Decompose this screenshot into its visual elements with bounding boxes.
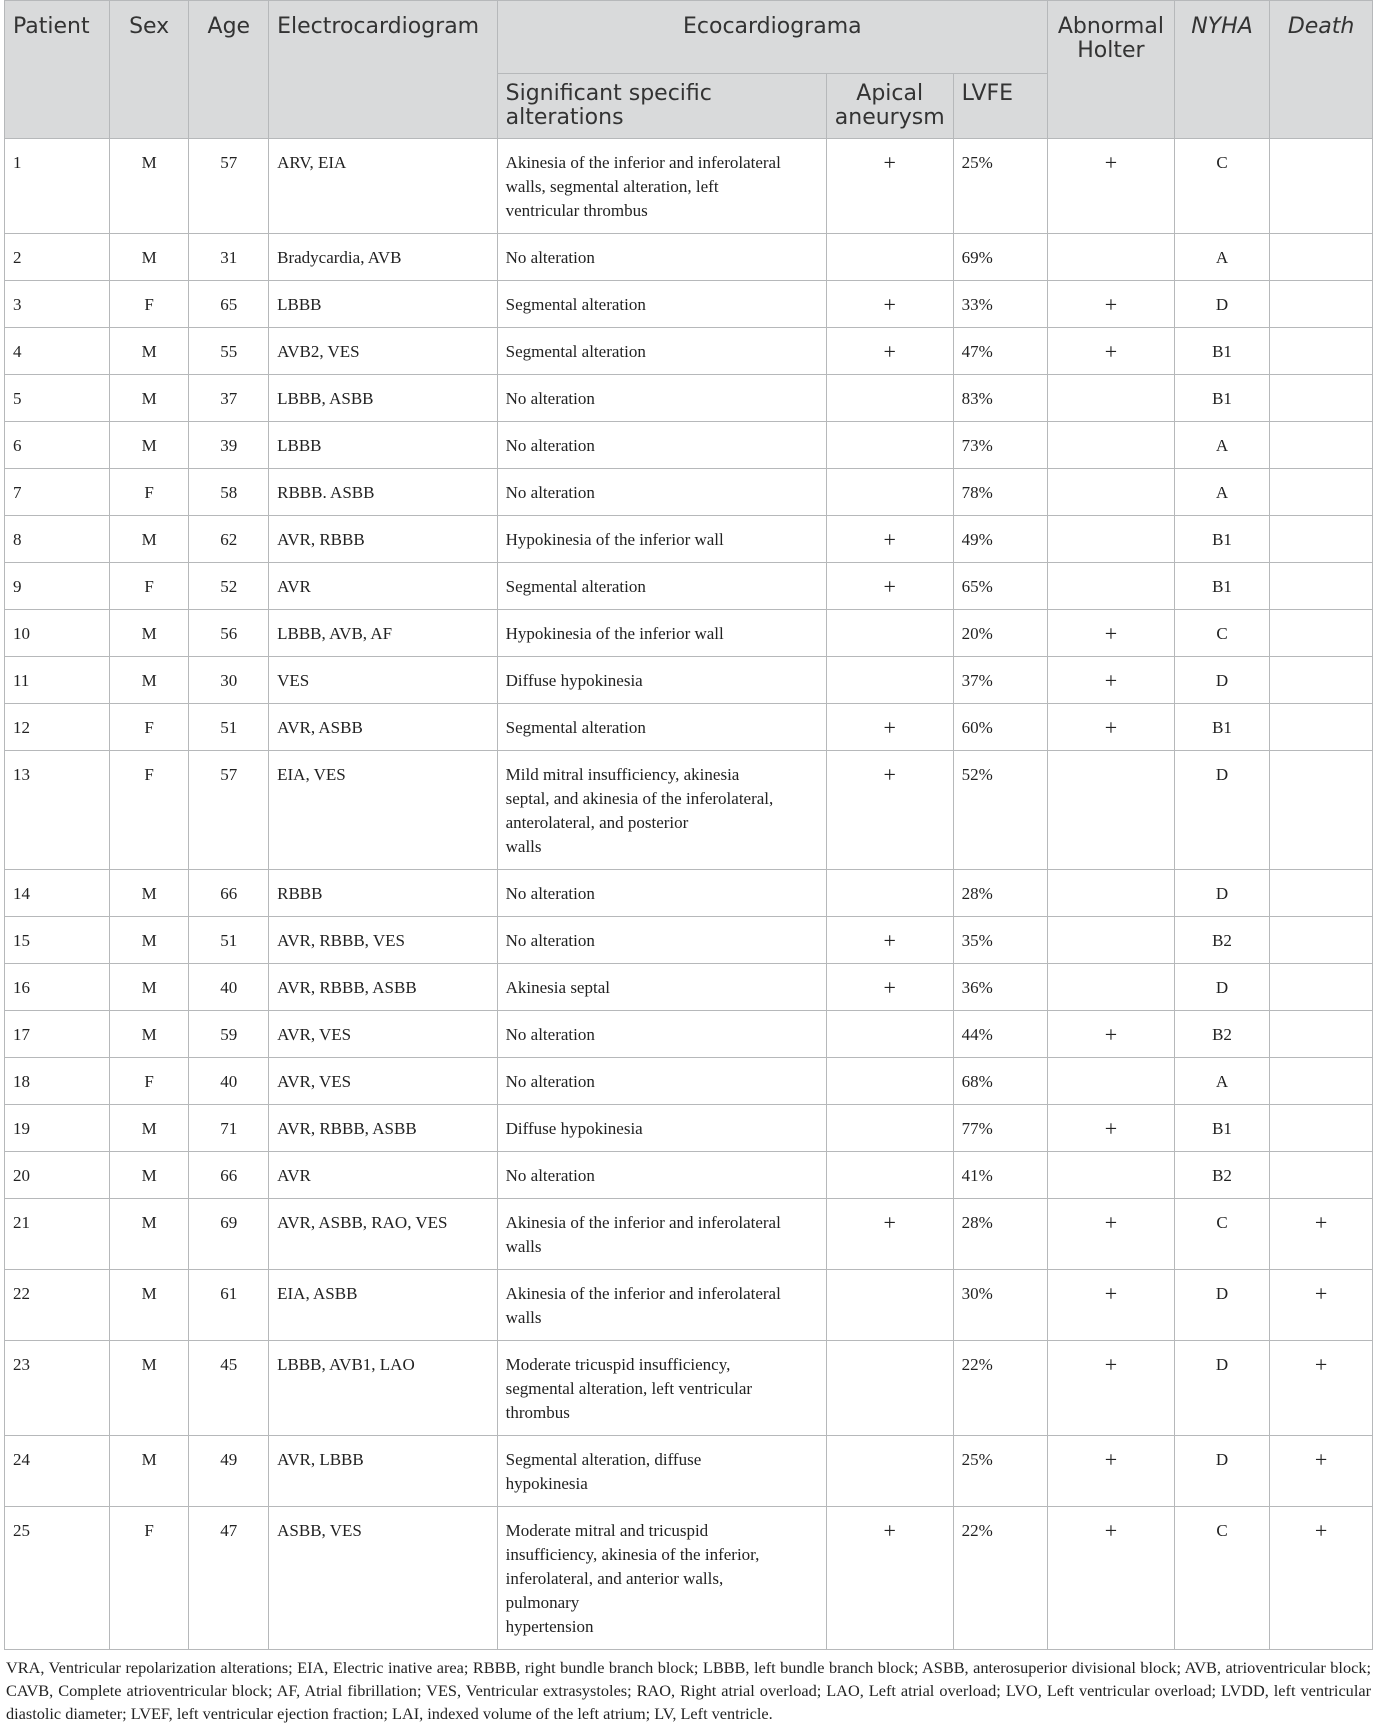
cell-sex: M — [109, 328, 189, 375]
cell-alterations: Akinesia of the inferior and inferolateral walls — [497, 1199, 826, 1270]
cell-abnormal-holter — [1047, 917, 1174, 964]
cell-electrocardiogram: AVB2, VES — [269, 328, 498, 375]
cell-nyha: A — [1174, 469, 1269, 516]
cell-electrocardiogram: Bradycardia, AVB — [269, 234, 498, 281]
cell-sex: M — [109, 375, 189, 422]
cell-patient: 22 — [5, 1270, 110, 1341]
cell-apical-aneurysm — [826, 375, 953, 422]
cell-lvfe: 73% — [953, 422, 1047, 469]
cell-alterations: No alteration — [497, 870, 826, 917]
table-row — [5, 1507, 1373, 1650]
table-row — [5, 281, 1373, 328]
cell-alterations: Hypokinesia of the inferior wall — [497, 516, 826, 563]
cell-sex: M — [109, 1199, 189, 1270]
cell-sex: M — [109, 870, 189, 917]
table-row — [5, 610, 1373, 657]
cell-electrocardiogram: VES — [269, 657, 498, 704]
cell-alterations: Moderate mitral and tricuspid insufficiency, akinesia of the inferior, inferolateral, and anterior walls, pulmonary hypertension — [497, 1507, 826, 1650]
cell-apical-aneurysm — [826, 610, 953, 657]
table-row — [5, 1105, 1373, 1152]
cell-age: 61 — [189, 1270, 269, 1341]
cell-electrocardiogram: EIA, ASBB — [269, 1270, 498, 1341]
cell-electrocardiogram: AVR, RBBB — [269, 516, 498, 563]
table-row — [5, 657, 1373, 704]
cell-alterations: Akinesia of the inferior and inferolateral walls — [497, 1270, 826, 1341]
table-footnote: VRA, Ventricular repolarization alterations; EIA, Electric inative area; RBBB, right bundle branch block; LBBB, left bundle branch block; ASBB, anterosuperior divisional block; AVB, atrioventricular block; CAVB, Complete atrioventricular block; AF, Atrial fibrillation; VES, Ventricular extrasystoles; RAO, Right atrial overload; LAO, Left atrial overload; LVO, Left ventricular overload; LVDD, left ventricular diastolic diameter; LVEF, left ventricular ejection fraction; LAI, indexed volume of the left atrium; LV, Left ventricle. — [6, 1658, 1371, 1723]
cell-death — [1270, 234, 1373, 281]
cell-nyha: C — [1174, 1507, 1269, 1650]
table-row — [5, 1436, 1373, 1507]
cell-electrocardiogram: AVR, RBBB, ASBB — [269, 964, 498, 1011]
cell-apical-aneurysm — [826, 1270, 953, 1341]
header-sex: Sex — [109, 1, 189, 139]
cell-patient: 25 — [5, 1507, 110, 1650]
cell-electrocardiogram: LBBB, AVB1, LAO — [269, 1341, 498, 1436]
cell-death — [1270, 139, 1373, 234]
cell-sex: F — [109, 469, 189, 516]
cell-lvfe: 28% — [953, 1199, 1047, 1270]
cell-electrocardiogram: AVR — [269, 563, 498, 610]
cell-electrocardiogram: RBBB — [269, 870, 498, 917]
cell-age: 57 — [189, 751, 269, 870]
cell-death — [1270, 1058, 1373, 1105]
cell-abnormal-holter: + — [1047, 1436, 1174, 1507]
cell-death — [1270, 328, 1373, 375]
cell-apical-aneurysm: + — [826, 563, 953, 610]
cell-patient: 3 — [5, 281, 110, 328]
header-apical-aneurysm: Apical aneurysm — [826, 74, 953, 139]
cell-sex: M — [109, 1011, 189, 1058]
header-nyha: NYHA — [1174, 1, 1269, 139]
table-row — [5, 1011, 1373, 1058]
cell-lvfe: 44% — [953, 1011, 1047, 1058]
cell-apical-aneurysm: + — [826, 1507, 953, 1650]
cell-death — [1270, 751, 1373, 870]
cell-nyha: B1 — [1174, 1105, 1269, 1152]
cell-patient: 20 — [5, 1152, 110, 1199]
cell-abnormal-holter: + — [1047, 1270, 1174, 1341]
cell-alterations: No alteration — [497, 1152, 826, 1199]
cell-lvfe: 83% — [953, 375, 1047, 422]
cell-sex: M — [109, 964, 189, 1011]
cell-sex: M — [109, 917, 189, 964]
cell-sex: F — [109, 704, 189, 751]
cell-abnormal-holter: + — [1047, 704, 1174, 751]
table-row — [5, 1270, 1373, 1341]
cell-electrocardiogram: LBBB — [269, 281, 498, 328]
cell-patient: 24 — [5, 1436, 110, 1507]
cell-abnormal-holter — [1047, 469, 1174, 516]
cell-lvfe: 68% — [953, 1058, 1047, 1105]
cell-abnormal-holter: + — [1047, 657, 1174, 704]
cell-alterations: Mild mitral insufficiency, akinesia septal, and akinesia of the inferolateral, anterolateral, and posterior walls — [497, 751, 826, 870]
cell-sex: M — [109, 1436, 189, 1507]
cell-patient: 6 — [5, 422, 110, 469]
cell-electrocardiogram: AVR, ASBB, RAO, VES — [269, 1199, 498, 1270]
cell-lvfe: 28% — [953, 870, 1047, 917]
cell-apical-aneurysm — [826, 1105, 953, 1152]
cell-apical-aneurysm: + — [826, 139, 953, 234]
cell-alterations: No alteration — [497, 917, 826, 964]
cell-electrocardiogram: AVR — [269, 1152, 498, 1199]
cell-lvfe: 35% — [953, 917, 1047, 964]
cell-patient: 14 — [5, 870, 110, 917]
cell-apical-aneurysm — [826, 422, 953, 469]
cell-electrocardiogram: AVR, RBBB, VES — [269, 917, 498, 964]
cell-alterations: Segmental alteration — [497, 704, 826, 751]
cell-age: 45 — [189, 1341, 269, 1436]
cell-alterations: Akinesia septal — [497, 964, 826, 1011]
cell-death — [1270, 422, 1373, 469]
header-abnormal-holter: Abnormal Holter — [1047, 1, 1174, 139]
table-row — [5, 422, 1373, 469]
cell-abnormal-holter: + — [1047, 610, 1174, 657]
cell-alterations: Akinesia of the inferior and inferolateral walls, segmental alteration, left ventricular thrombus — [497, 139, 826, 234]
cell-lvfe: 33% — [953, 281, 1047, 328]
cell-patient: 15 — [5, 917, 110, 964]
cell-nyha: B1 — [1174, 704, 1269, 751]
cell-age: 39 — [189, 422, 269, 469]
cell-apical-aneurysm — [826, 1341, 953, 1436]
cell-death — [1270, 469, 1373, 516]
cell-sex: M — [109, 1105, 189, 1152]
cell-apical-aneurysm — [826, 657, 953, 704]
cell-nyha: B2 — [1174, 1152, 1269, 1199]
cell-death — [1270, 657, 1373, 704]
cell-abnormal-holter — [1047, 870, 1174, 917]
cell-abnormal-holter — [1047, 375, 1174, 422]
cell-lvfe: 36% — [953, 964, 1047, 1011]
cell-age: 37 — [189, 375, 269, 422]
cell-age: 57 — [189, 139, 269, 234]
cell-death — [1270, 375, 1373, 422]
cell-electrocardiogram: AVR, VES — [269, 1011, 498, 1058]
cell-patient: 17 — [5, 1011, 110, 1058]
cell-sex: M — [109, 422, 189, 469]
cell-lvfe: 52% — [953, 751, 1047, 870]
cell-patient: 2 — [5, 234, 110, 281]
cell-lvfe: 25% — [953, 139, 1047, 234]
cell-apical-aneurysm — [826, 469, 953, 516]
table-row — [5, 964, 1373, 1011]
cell-age: 62 — [189, 516, 269, 563]
header-significant-alterations: Significant specific alterations — [497, 74, 826, 139]
cell-patient: 23 — [5, 1341, 110, 1436]
cell-patient: 8 — [5, 516, 110, 563]
cell-lvfe: 49% — [953, 516, 1047, 563]
cell-age: 40 — [189, 964, 269, 1011]
cell-sex: F — [109, 563, 189, 610]
cell-death — [1270, 1152, 1373, 1199]
cell-abnormal-holter — [1047, 516, 1174, 563]
cell-age: 49 — [189, 1436, 269, 1507]
cell-death: + — [1270, 1507, 1373, 1650]
cell-abnormal-holter: + — [1047, 1507, 1174, 1650]
cell-death — [1270, 964, 1373, 1011]
cell-age: 65 — [189, 281, 269, 328]
cell-age: 47 — [189, 1507, 269, 1650]
cell-electrocardiogram: LBBB, AVB, AF — [269, 610, 498, 657]
cell-sex: F — [109, 281, 189, 328]
cell-alterations: No alteration — [497, 375, 826, 422]
cell-nyha: C — [1174, 1199, 1269, 1270]
table-row — [5, 139, 1373, 234]
cell-sex: M — [109, 610, 189, 657]
cell-death — [1270, 516, 1373, 563]
cell-alterations: Segmental alteration — [497, 328, 826, 375]
cell-sex: M — [109, 657, 189, 704]
cell-electrocardiogram: ASBB, VES — [269, 1507, 498, 1650]
cell-lvfe: 25% — [953, 1436, 1047, 1507]
header-death: Death — [1270, 1, 1373, 139]
table-row — [5, 917, 1373, 964]
cell-nyha: A — [1174, 234, 1269, 281]
cell-lvfe: 30% — [953, 1270, 1047, 1341]
cell-nyha: D — [1174, 964, 1269, 1011]
cell-abnormal-holter — [1047, 563, 1174, 610]
cell-patient: 12 — [5, 704, 110, 751]
cell-apical-aneurysm — [826, 1152, 953, 1199]
cell-patient: 5 — [5, 375, 110, 422]
table-row — [5, 375, 1373, 422]
cell-death — [1270, 610, 1373, 657]
cell-patient: 19 — [5, 1105, 110, 1152]
cell-abnormal-holter — [1047, 234, 1174, 281]
table-row — [5, 234, 1373, 281]
cell-nyha: A — [1174, 422, 1269, 469]
cell-nyha: D — [1174, 751, 1269, 870]
cell-patient: 18 — [5, 1058, 110, 1105]
cell-nyha: D — [1174, 1436, 1269, 1507]
cell-alterations: Segmental alteration, diffuse hypokinesia — [497, 1436, 826, 1507]
cell-nyha: B1 — [1174, 563, 1269, 610]
cell-lvfe: 78% — [953, 469, 1047, 516]
cell-lvfe: 69% — [953, 234, 1047, 281]
cell-sex: M — [109, 1152, 189, 1199]
cell-electrocardiogram: AVR, LBBB — [269, 1436, 498, 1507]
cell-patient: 11 — [5, 657, 110, 704]
cell-patient: 7 — [5, 469, 110, 516]
cell-abnormal-holter: + — [1047, 1341, 1174, 1436]
cell-death — [1270, 563, 1373, 610]
cell-age: 52 — [189, 563, 269, 610]
cell-nyha: C — [1174, 610, 1269, 657]
table-row — [5, 1058, 1373, 1105]
cell-electrocardiogram: LBBB, ASBB — [269, 375, 498, 422]
cell-nyha: B1 — [1174, 328, 1269, 375]
cell-lvfe: 41% — [953, 1152, 1047, 1199]
table-row — [5, 704, 1373, 751]
cell-nyha: D — [1174, 1270, 1269, 1341]
cell-death — [1270, 870, 1373, 917]
cell-abnormal-holter: + — [1047, 1199, 1174, 1270]
cell-patient: 10 — [5, 610, 110, 657]
cell-apical-aneurysm: + — [826, 1199, 953, 1270]
cell-electrocardiogram: RBBB. ASBB — [269, 469, 498, 516]
cell-apical-aneurysm: + — [826, 917, 953, 964]
cell-alterations: Hypokinesia of the inferior wall — [497, 610, 826, 657]
cell-death — [1270, 281, 1373, 328]
cell-sex: M — [109, 516, 189, 563]
cell-patient: 16 — [5, 964, 110, 1011]
header-age: Age — [189, 1, 269, 139]
cell-nyha: D — [1174, 870, 1269, 917]
cell-death: + — [1270, 1270, 1373, 1341]
cell-alterations: No alteration — [497, 234, 826, 281]
cell-lvfe: 77% — [953, 1105, 1047, 1152]
cell-lvfe: 20% — [953, 610, 1047, 657]
cell-apical-aneurysm — [826, 1058, 953, 1105]
cell-electrocardiogram: EIA, VES — [269, 751, 498, 870]
cell-age: 30 — [189, 657, 269, 704]
cell-death — [1270, 1011, 1373, 1058]
cell-abnormal-holter — [1047, 422, 1174, 469]
cell-death — [1270, 1105, 1373, 1152]
cell-age: 56 — [189, 610, 269, 657]
cell-abnormal-holter — [1047, 964, 1174, 1011]
cell-age: 66 — [189, 870, 269, 917]
header-ecocardiograma: Ecocardiograma — [497, 1, 1047, 74]
cell-death — [1270, 917, 1373, 964]
table-row — [5, 870, 1373, 917]
cell-death: + — [1270, 1341, 1373, 1436]
cell-sex: M — [109, 234, 189, 281]
cell-electrocardiogram: ARV, EIA — [269, 139, 498, 234]
cell-nyha: A — [1174, 1058, 1269, 1105]
cell-nyha: B2 — [1174, 917, 1269, 964]
cell-sex: M — [109, 1270, 189, 1341]
cell-alterations: Moderate tricuspid insufficiency, segmental alteration, left ventricular thrombus — [497, 1341, 826, 1436]
cell-lvfe: 47% — [953, 328, 1047, 375]
cell-nyha: B1 — [1174, 375, 1269, 422]
cell-apical-aneurysm: + — [826, 704, 953, 751]
table-row — [5, 751, 1373, 870]
cell-age: 31 — [189, 234, 269, 281]
cell-alterations: Segmental alteration — [497, 281, 826, 328]
cell-age: 71 — [189, 1105, 269, 1152]
cell-nyha: B2 — [1174, 1011, 1269, 1058]
header-electrocardiogram: Electrocardiogram — [269, 1, 498, 139]
table-row — [5, 563, 1373, 610]
cell-age: 66 — [189, 1152, 269, 1199]
cell-alterations: No alteration — [497, 1011, 826, 1058]
cell-death: + — [1270, 1199, 1373, 1270]
cell-apical-aneurysm: + — [826, 281, 953, 328]
table-row — [5, 1152, 1373, 1199]
cell-apical-aneurysm: + — [826, 964, 953, 1011]
cell-patient: 13 — [5, 751, 110, 870]
cell-electrocardiogram: AVR, RBBB, ASBB — [269, 1105, 498, 1152]
cell-electrocardiogram: LBBB — [269, 422, 498, 469]
cell-sex: M — [109, 1341, 189, 1436]
cell-abnormal-holter — [1047, 1152, 1174, 1199]
table-row — [5, 516, 1373, 563]
cell-age: 51 — [189, 704, 269, 751]
cell-sex: F — [109, 1058, 189, 1105]
cell-abnormal-holter: + — [1047, 1105, 1174, 1152]
table-row — [5, 469, 1373, 516]
cell-lvfe: 60% — [953, 704, 1047, 751]
cell-abnormal-holter: + — [1047, 328, 1174, 375]
cell-patient: 9 — [5, 563, 110, 610]
cell-age: 59 — [189, 1011, 269, 1058]
cell-alterations: No alteration — [497, 422, 826, 469]
cell-patient: 1 — [5, 139, 110, 234]
cell-age: 51 — [189, 917, 269, 964]
cell-abnormal-holter: + — [1047, 1011, 1174, 1058]
cell-electrocardiogram: AVR, VES — [269, 1058, 498, 1105]
cell-sex: F — [109, 751, 189, 870]
patient-table — [4, 0, 1373, 1650]
cell-alterations: Diffuse hypokinesia — [497, 657, 826, 704]
table-row — [5, 1341, 1373, 1436]
cell-death — [1270, 704, 1373, 751]
cell-lvfe: 22% — [953, 1341, 1047, 1436]
cell-patient: 4 — [5, 328, 110, 375]
cell-lvfe: 37% — [953, 657, 1047, 704]
table-body — [5, 139, 1373, 1650]
document — [4, 0, 1373, 1725]
cell-age: 69 — [189, 1199, 269, 1270]
cell-lvfe: 22% — [953, 1507, 1047, 1650]
cell-nyha: D — [1174, 657, 1269, 704]
cell-sex: F — [109, 1507, 189, 1650]
cell-alterations: Segmental alteration — [497, 563, 826, 610]
cell-age: 58 — [189, 469, 269, 516]
cell-alterations: Diffuse hypokinesia — [497, 1105, 826, 1152]
cell-nyha: D — [1174, 281, 1269, 328]
cell-age: 40 — [189, 1058, 269, 1105]
table-header — [5, 1, 1373, 139]
cell-electrocardiogram: AVR, ASBB — [269, 704, 498, 751]
cell-abnormal-holter: + — [1047, 139, 1174, 234]
cell-apical-aneurysm — [826, 870, 953, 917]
cell-nyha: D — [1174, 1341, 1269, 1436]
cell-death: + — [1270, 1436, 1373, 1507]
cell-age: 55 — [189, 328, 269, 375]
cell-apical-aneurysm: + — [826, 516, 953, 563]
cell-patient: 21 — [5, 1199, 110, 1270]
cell-apical-aneurysm — [826, 1011, 953, 1058]
cell-sex: M — [109, 139, 189, 234]
cell-nyha: C — [1174, 139, 1269, 234]
cell-abnormal-holter — [1047, 751, 1174, 870]
cell-apical-aneurysm — [826, 1436, 953, 1507]
cell-abnormal-holter — [1047, 1058, 1174, 1105]
header-lvfe: LVFE — [953, 74, 1047, 139]
cell-apical-aneurysm: + — [826, 751, 953, 870]
table-row — [5, 1199, 1373, 1270]
cell-apical-aneurysm: + — [826, 328, 953, 375]
cell-alterations: No alteration — [497, 469, 826, 516]
table-row — [5, 328, 1373, 375]
header-patient: Patient — [5, 1, 110, 139]
cell-abnormal-holter: + — [1047, 281, 1174, 328]
cell-alterations: No alteration — [497, 1058, 826, 1105]
cell-lvfe: 65% — [953, 563, 1047, 610]
cell-nyha: B1 — [1174, 516, 1269, 563]
cell-apical-aneurysm — [826, 234, 953, 281]
